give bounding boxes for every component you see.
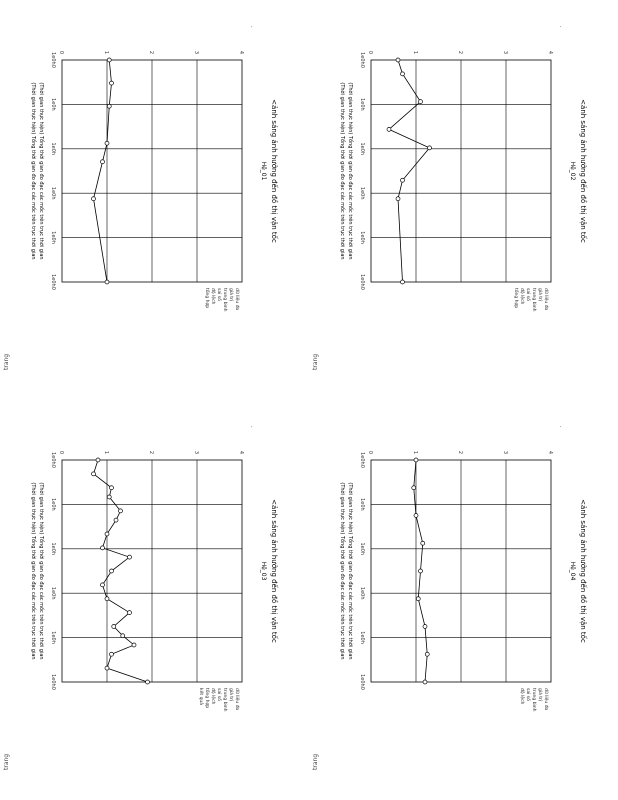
x-tick-label: 1e0h bbox=[50, 142, 56, 156]
chart-title: <ảnh sáng ảnh hưởng đến đồ thị vận tốc bbox=[270, 499, 278, 643]
chart-panel bbox=[3, 26, 278, 370]
legend-entry: trung bình bbox=[222, 688, 227, 712]
legend-entry: dữ liệu đo bbox=[543, 688, 548, 711]
legend-entry: độ lệch bbox=[210, 688, 215, 705]
data-point bbox=[105, 666, 109, 670]
legend-entry: giá trị bbox=[537, 288, 542, 302]
x-tick-label: 1e0h bbox=[359, 142, 365, 156]
y-tick-label: 1 bbox=[103, 50, 109, 54]
y-tick-label: 3 bbox=[502, 450, 508, 454]
data-point bbox=[107, 58, 111, 62]
chart-rotated bbox=[339, 26, 587, 312]
y-tick-label: 3 bbox=[193, 50, 199, 54]
y-tick-label: 4 bbox=[547, 50, 553, 54]
data-point bbox=[423, 625, 427, 629]
data-point bbox=[107, 104, 111, 108]
x-tick-label: 1e0h bbox=[50, 498, 56, 511]
x-axis-label: (Thời gian thực hiện) Tổng thời gian đo đạc các mốc trên trục thời gian bbox=[347, 482, 353, 660]
y-tick-label: 3 bbox=[193, 450, 199, 454]
data-point bbox=[107, 495, 111, 499]
x-tick-label: 1e0h0 bbox=[50, 674, 56, 690]
x-tick-label: 1e0h bbox=[50, 98, 56, 111]
data-point bbox=[92, 472, 96, 476]
data-point bbox=[401, 280, 405, 284]
y-tick-label: 4 bbox=[547, 450, 553, 454]
data-point bbox=[121, 634, 125, 638]
side-label: trang bbox=[312, 753, 319, 770]
chart-rotated bbox=[30, 426, 278, 712]
legend-entry: độ lệch bbox=[519, 288, 524, 305]
legend-entry: tổng hợp bbox=[204, 288, 209, 309]
data-point bbox=[101, 160, 105, 164]
x-axis-label-2: (Thời gian thực hiện) Tổng thời gian đo đạc các mốc trên trục thời gian bbox=[30, 82, 36, 260]
y-tick-label: 0 bbox=[58, 50, 64, 54]
chart-rotated bbox=[339, 426, 587, 712]
x-tick-label: 1e0h bbox=[359, 498, 365, 511]
data-point bbox=[105, 280, 109, 284]
data-point bbox=[112, 625, 116, 629]
y-tick-label: 3 bbox=[502, 50, 508, 54]
legend-entry: sai số bbox=[216, 688, 221, 701]
y-tick-label: 1 bbox=[412, 450, 418, 454]
x-tick-label: 1e0h bbox=[50, 186, 56, 200]
data-point bbox=[132, 643, 136, 647]
x-tick-label: 1e0h bbox=[359, 98, 365, 111]
legend-entry: sai số bbox=[525, 688, 530, 701]
data-point bbox=[421, 541, 425, 545]
legend-entry: trung bình bbox=[222, 288, 227, 312]
y-tick-label: 2 bbox=[457, 50, 463, 54]
chart-panel bbox=[312, 426, 587, 770]
data-point bbox=[110, 569, 114, 573]
x-tick-label: 1e0h0 bbox=[359, 452, 365, 468]
x-tick-label: 1e0h0 bbox=[50, 452, 56, 468]
data-point bbox=[110, 652, 114, 656]
legend-entry: kết quả bbox=[198, 688, 203, 706]
data-point bbox=[128, 555, 132, 559]
legend-entry: giá trị bbox=[537, 688, 542, 702]
x-axis-label: (Thời gian thực hiện) Tổng thời gian đo đạc các mốc trên trục thời gian bbox=[38, 482, 44, 660]
data-point bbox=[101, 583, 105, 587]
data-point bbox=[401, 72, 405, 76]
y-tick-label: 0 bbox=[367, 50, 373, 54]
chart-subtitle: Hệ_01 bbox=[260, 161, 267, 181]
legend-entry: độ lệch bbox=[210, 288, 215, 305]
side-label: trang bbox=[3, 753, 10, 770]
data-point bbox=[105, 532, 109, 536]
series-line bbox=[94, 460, 148, 682]
data-point bbox=[412, 486, 416, 490]
data-point bbox=[96, 458, 100, 462]
legend-entry: giá trị bbox=[228, 688, 233, 702]
x-tick-label: 1e0h0 bbox=[359, 52, 365, 68]
legend-entry: trung bình bbox=[531, 288, 536, 312]
y-tick-label: 1 bbox=[103, 450, 109, 454]
y-tick-label: 0 bbox=[367, 450, 373, 454]
data-point bbox=[396, 58, 400, 62]
corner-mark: · bbox=[248, 26, 254, 28]
x-axis-label: (Thời gian thực hiện) Tổng thời gian đo đạc các mốc trên trục thời gian bbox=[38, 82, 44, 260]
side-label: trang bbox=[3, 353, 10, 370]
x-tick-label: 1e0h bbox=[50, 542, 56, 556]
chart-subtitle: Hệ_03 bbox=[260, 561, 267, 581]
y-tick-label: 1 bbox=[412, 50, 418, 54]
data-point bbox=[428, 146, 432, 150]
data-point bbox=[414, 514, 418, 518]
data-point bbox=[396, 197, 400, 201]
data-point bbox=[105, 141, 109, 145]
chart-title: <ảnh sáng ảnh hưởng đến đồ thị vận tốc bbox=[270, 99, 278, 243]
legend-entry: tổng hợp bbox=[513, 288, 518, 309]
data-point bbox=[419, 569, 423, 573]
corner-mark: · bbox=[557, 26, 563, 28]
data-point bbox=[416, 597, 420, 601]
legend-entry: độ lệch bbox=[519, 688, 524, 705]
y-tick-label: 2 bbox=[148, 450, 154, 454]
legend-entry: giá trị bbox=[228, 288, 233, 302]
data-point bbox=[419, 100, 423, 104]
data-point bbox=[110, 81, 114, 85]
data-point bbox=[114, 518, 118, 522]
corner-mark: · bbox=[557, 426, 563, 428]
legend-entry: trung bình bbox=[531, 688, 536, 712]
x-tick-label: 1e0h bbox=[359, 542, 365, 556]
chart-subtitle: Hệ_02 bbox=[569, 161, 576, 181]
data-point bbox=[119, 509, 123, 513]
data-point bbox=[128, 611, 132, 615]
x-tick-label: 1e0h bbox=[359, 231, 365, 244]
side-label: trang bbox=[312, 353, 319, 370]
x-tick-label: 1e0h bbox=[50, 231, 56, 244]
x-tick-label: 1e0h bbox=[359, 186, 365, 200]
chart-title: <ảnh sáng ảnh hưởng đến đồ thị vận tốc bbox=[579, 499, 587, 643]
data-point bbox=[146, 680, 150, 684]
x-tick-label: 1e0h bbox=[50, 631, 56, 644]
data-point bbox=[110, 486, 114, 490]
legend-entry: dữ liệu đo bbox=[234, 688, 239, 711]
legend-entry: dữ liệu đo bbox=[234, 288, 239, 311]
corner-mark: · bbox=[248, 426, 254, 428]
x-axis-label: (Thời gian thực hiện) Tổng thời gian đo đạc các mốc trên trục thời gian bbox=[347, 82, 353, 260]
x-tick-label: 1e0h0 bbox=[359, 274, 365, 290]
legend-entry: sai số bbox=[525, 288, 530, 301]
x-axis-label-2: (Thời gian thực hiện) Tổng thời gian đo đạc các mốc trên trục thời gian bbox=[339, 482, 345, 660]
x-tick-label: 1e0h bbox=[359, 631, 365, 644]
y-tick-label: 0 bbox=[58, 450, 64, 454]
data-point bbox=[92, 197, 96, 201]
y-tick-label: 2 bbox=[148, 50, 154, 54]
y-tick-label: 4 bbox=[238, 450, 244, 454]
data-point bbox=[101, 546, 105, 550]
x-tick-label: 1e0h0 bbox=[359, 674, 365, 690]
x-axis-label-2: (Thời gian thực hiện) Tổng thời gian đo đạc các mốc trên trục thời gian bbox=[339, 82, 345, 260]
chart-panel bbox=[3, 426, 278, 770]
chart-subtitle: Hệ_04 bbox=[569, 561, 576, 581]
series-line bbox=[94, 60, 112, 282]
chart-panel bbox=[312, 26, 587, 370]
chart-rotated bbox=[30, 26, 278, 312]
x-tick-label: 1e0h bbox=[50, 586, 56, 600]
x-tick-label: 1e0h bbox=[359, 586, 365, 600]
data-point bbox=[423, 680, 427, 684]
legend-entry: dữ liệu đo bbox=[543, 288, 548, 311]
chart-title: <ảnh sáng ảnh hưởng đến đồ thị vận tốc bbox=[579, 99, 587, 243]
y-tick-label: 4 bbox=[238, 50, 244, 54]
data-point bbox=[425, 652, 429, 656]
data-point bbox=[414, 458, 418, 462]
x-tick-label: 1e0h0 bbox=[50, 274, 56, 290]
legend-entry: sai số bbox=[216, 288, 221, 301]
legend-entry: tổng hợp bbox=[204, 688, 209, 709]
y-tick-label: 2 bbox=[457, 450, 463, 454]
x-tick-label: 1e0h0 bbox=[50, 52, 56, 68]
data-point bbox=[105, 597, 109, 601]
x-axis-label-2: (Thời gian thực hiện) Tổng thời gian đo đạc các mốc trên trục thời gian bbox=[30, 482, 36, 660]
series-line bbox=[389, 60, 430, 282]
data-point bbox=[387, 127, 391, 131]
data-point bbox=[401, 178, 405, 182]
